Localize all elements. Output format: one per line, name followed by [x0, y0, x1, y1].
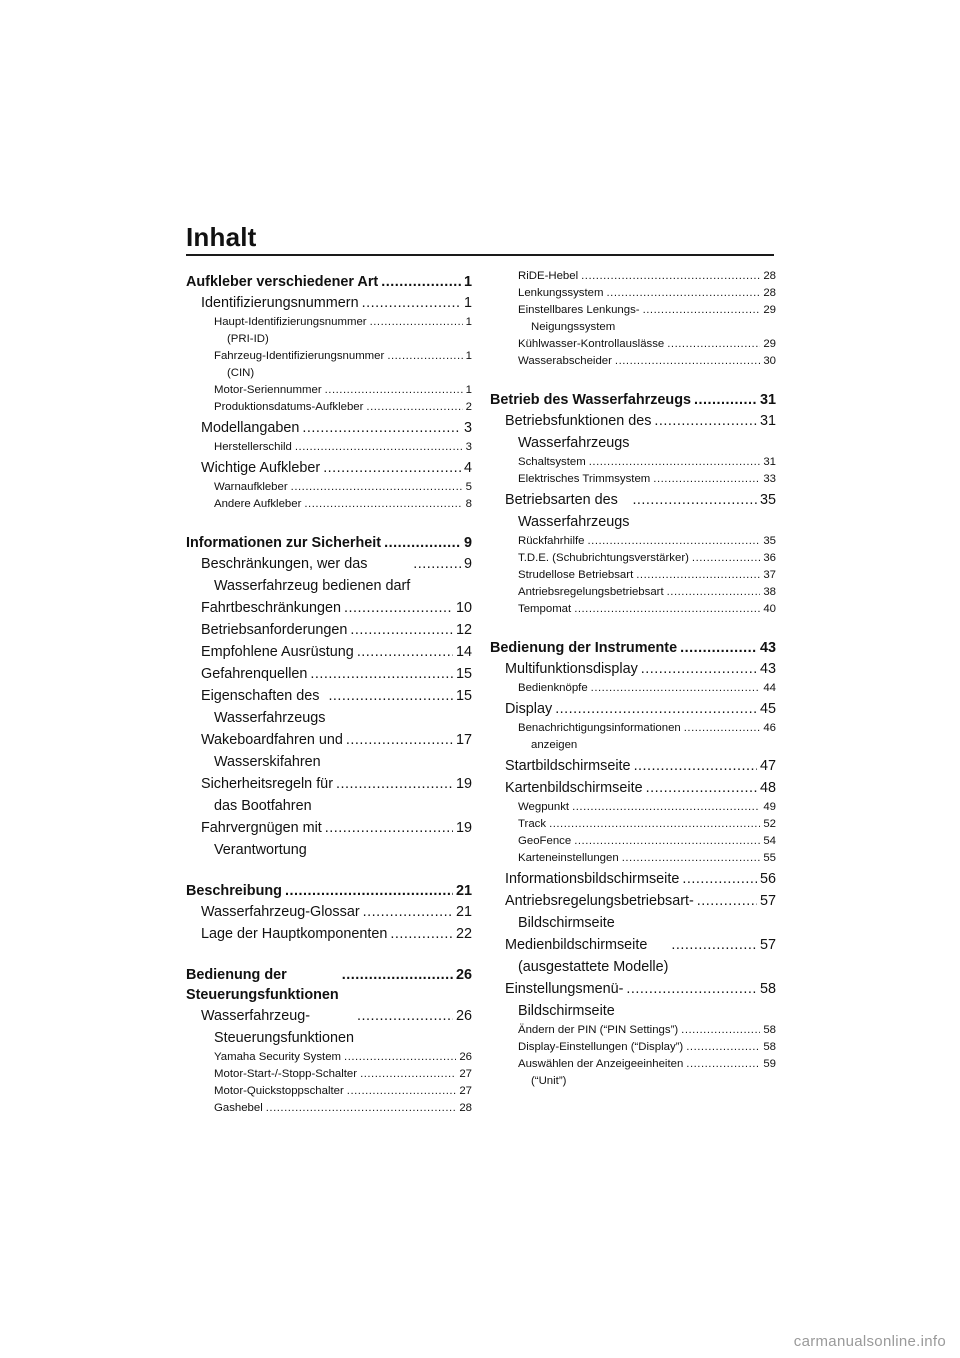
page-title: Inhalt — [186, 222, 257, 252]
toc-page-number: 31 — [763, 456, 776, 468]
toc-entry-text: Fahrvergnügen mit Verantwortung — [201, 820, 322, 858]
toc-page-number: 27 — [459, 1085, 472, 1097]
toc-page-number: 57 — [759, 893, 776, 909]
toc-subentry[interactable] — [186, 1083, 472, 1100]
toc-page-number: 21 — [455, 904, 472, 920]
toc-page-number: 29 — [763, 304, 776, 316]
toc-page-number: 17 — [455, 732, 472, 748]
toc-subentry[interactable] — [490, 680, 776, 697]
toc-section — [186, 881, 472, 945]
toc-page-number: 8 — [465, 498, 472, 510]
toc-page-number: 4 — [463, 460, 472, 476]
toc-subentry[interactable] — [186, 1066, 472, 1083]
toc-subentry[interactable] — [490, 1056, 776, 1090]
toc-page-number: 15 — [455, 666, 472, 682]
dot-leader — [680, 638, 757, 658]
toc-page-number: 44 — [763, 682, 776, 694]
toc-section-heading[interactable] — [186, 533, 472, 553]
toc-page-number: 57 — [759, 937, 776, 953]
dot-leader — [587, 533, 760, 550]
toc-entry-text: Motor-Seriennummer — [214, 384, 322, 396]
dot-leader — [325, 382, 463, 399]
toc-page-number: 2 — [465, 401, 472, 413]
toc-page-number: 55 — [763, 852, 776, 864]
toc-page-number: 5 — [465, 481, 472, 493]
toc-heading-text: Informationen zur Sicherheit — [186, 535, 382, 551]
toc-entry-text: Lenkungssystem — [518, 287, 604, 299]
toc-entry-text: Motor-Quickstoppschalter — [214, 1085, 344, 1097]
toc-page-number: 30 — [763, 355, 776, 367]
toc-page-number: 58 — [759, 981, 776, 997]
dot-leader — [285, 881, 453, 901]
toc-section — [490, 268, 776, 370]
toc-entry[interactable] — [186, 619, 472, 641]
toc-entry-text: Wasserfahrzeug-Glossar — [201, 904, 360, 920]
toc-section-heading[interactable] — [186, 965, 472, 1005]
dot-leader — [622, 850, 761, 867]
dot-leader — [581, 268, 760, 285]
toc-subentry[interactable] — [186, 314, 472, 348]
toc-entry-text: Herstellerschild — [214, 441, 292, 453]
toc-entry-text: Produktionsdatums-Aufkleber — [214, 401, 364, 413]
toc-entry[interactable] — [186, 817, 472, 861]
toc-page-number: 31 — [759, 392, 776, 408]
toc-entry-text: Gefahrenquellen — [201, 666, 308, 682]
toc-section-heading[interactable] — [490, 638, 776, 658]
toc-page-number: 29 — [763, 338, 776, 350]
toc-entry-text: Fahrtbeschränkungen — [201, 600, 341, 616]
toc-entry-text: Warnaufkleber — [214, 481, 288, 493]
toc-section-heading[interactable] — [186, 881, 472, 901]
dot-leader — [366, 399, 462, 416]
toc-subentry[interactable] — [490, 353, 776, 370]
toc-subentry[interactable] — [490, 1022, 776, 1039]
toc-entry-text: Betriebsanforderungen — [201, 622, 348, 638]
dot-leader — [360, 1066, 456, 1083]
dot-leader — [654, 410, 757, 432]
toc-page-number: 1 — [465, 384, 472, 396]
toc-entry-text: T.D.E. (Schubrichtungsverstärker) — [518, 552, 689, 564]
toc-page-number: 26 — [459, 1051, 472, 1063]
toc-entry[interactable] — [186, 292, 472, 314]
toc-entry[interactable] — [490, 868, 776, 890]
toc-page-number: 1 — [465, 316, 472, 328]
dot-leader — [615, 353, 760, 370]
toc-heading-text: Betrieb des Wasserfahrzeugs — [490, 392, 692, 408]
dot-leader — [574, 833, 760, 850]
dot-leader — [384, 533, 461, 553]
toc-entry-text: Fahrzeug-Identifizierungsnummer (CIN) — [214, 350, 385, 379]
toc-entry-text: Wasserabscheider — [518, 355, 612, 367]
dot-leader — [641, 658, 757, 680]
dot-leader — [549, 816, 760, 833]
dot-leader — [634, 755, 757, 777]
toc-entry[interactable] — [186, 685, 472, 729]
toc-subentry[interactable] — [186, 479, 472, 496]
toc-entry-text: Tempomat — [518, 603, 572, 615]
toc-entry[interactable] — [490, 755, 776, 777]
dot-leader — [342, 965, 453, 985]
toc-page-number: 48 — [759, 780, 776, 796]
toc-page-number: 21 — [455, 883, 472, 899]
dot-leader — [328, 685, 453, 707]
toc-page-number: 22 — [455, 926, 472, 942]
toc-entry-text: Sicherheitsregeln für das Bootfahren — [201, 776, 333, 814]
dot-leader — [387, 348, 462, 365]
toc-entry-text: Elektrisches Trimmsystem — [518, 473, 651, 485]
toc-entry-text: Wasserfahrzeug- Steuerungsfunktionen — [201, 1008, 355, 1046]
toc-entry-text: Benachrichtigungsinformationen anzeigen — [518, 722, 681, 751]
toc-section — [490, 638, 776, 1090]
toc-entry-text: Strudellose Betriebsart — [518, 569, 634, 581]
toc-entry[interactable] — [186, 457, 472, 479]
dot-leader — [697, 890, 757, 912]
toc-page-number: 37 — [763, 569, 776, 581]
toc-page-number: 54 — [763, 835, 776, 847]
dot-leader — [671, 934, 757, 956]
toc-section-heading[interactable] — [186, 272, 472, 292]
dot-leader — [302, 417, 461, 439]
dot-leader — [336, 773, 453, 795]
dot-leader — [653, 471, 760, 488]
toc-entry-text: Betriebsarten des Wasserfahrzeugs — [505, 492, 630, 530]
toc-entry-text: Haupt-Identifizierungsnummer (PRI-ID) — [214, 316, 367, 345]
toc-subentry[interactable] — [490, 533, 776, 550]
toc-section — [490, 390, 776, 618]
toc-entry-text: Wichtige Aufkleber — [201, 460, 321, 476]
toc-page-number: 28 — [459, 1102, 472, 1114]
toc-subentry[interactable] — [186, 496, 472, 513]
dot-leader — [370, 314, 463, 331]
toc-subentry[interactable] — [186, 1049, 472, 1066]
dot-leader — [684, 720, 761, 737]
toc-entry[interactable] — [186, 663, 472, 685]
toc-entry-text: Auswählen der Anzeigeeinheiten (“Unit”) — [518, 1058, 684, 1087]
toc-entry-text: Kühlwasser-Kontrollauslässe — [518, 338, 665, 350]
toc-page-number: 56 — [759, 871, 776, 887]
toc-subentry[interactable] — [490, 268, 776, 285]
toc-entry-text: Empfohlene Ausrüstung — [201, 644, 354, 660]
dot-leader — [362, 292, 461, 314]
toc-entry-text: GeoFence — [518, 835, 572, 847]
dot-leader — [555, 698, 757, 720]
toc-page-number: 33 — [763, 473, 776, 485]
toc-subentry[interactable] — [186, 348, 472, 382]
dot-leader — [606, 285, 760, 302]
toc-entry-text: Ändern der PIN (“PIN Settings”) — [518, 1024, 679, 1036]
toc-subentry[interactable] — [186, 382, 472, 399]
dot-leader — [413, 553, 461, 575]
dot-leader — [347, 1083, 457, 1100]
toc-subentry[interactable] — [490, 601, 776, 618]
toc-entry[interactable] — [186, 553, 472, 597]
toc-heading-text: Beschreibung — [186, 883, 282, 899]
toc-page-number: 1 — [463, 274, 472, 290]
toc-heading-text: Bedienung der Steuerungsfunktionen — [186, 967, 339, 1003]
dot-leader — [646, 777, 757, 799]
toc-subentry[interactable] — [490, 567, 776, 584]
toc-entry[interactable] — [490, 978, 776, 1022]
dot-leader — [291, 479, 463, 496]
toc-page-number: 58 — [763, 1024, 776, 1036]
toc-entry-text: Medienbildschirmseite (ausgestattete Modelle) — [505, 937, 669, 975]
dot-leader — [636, 567, 760, 584]
dot-leader — [681, 1022, 760, 1039]
toc-subentry[interactable] — [186, 1100, 472, 1117]
toc-entry[interactable] — [186, 901, 472, 923]
toc-entry-text: Einstellungsmenü- Bildschirmseite — [505, 981, 624, 1019]
dot-leader — [667, 584, 761, 601]
toc-entry-text: Antriebsregelungsbetriebsart- Bildschirmseite — [505, 893, 694, 931]
toc-subentry[interactable] — [490, 720, 776, 754]
toc-subentry[interactable] — [490, 1039, 776, 1056]
dot-leader — [357, 641, 453, 663]
dot-leader — [310, 663, 453, 685]
title-rule — [186, 254, 774, 256]
toc-section — [186, 965, 472, 1117]
toc-heading-text: Bedienung der Instrumente — [490, 640, 678, 656]
dot-leader — [694, 390, 757, 410]
toc-subentry[interactable] — [490, 584, 776, 601]
toc-entry-text: Antriebsregelungsbetriebsart — [518, 586, 664, 598]
toc-entry-text: Multifunktionsdisplay — [505, 661, 638, 677]
toc-entry[interactable] — [186, 417, 472, 439]
toc-page-number: 3 — [463, 420, 472, 436]
toc-entry-text: Modellangaben — [201, 420, 300, 436]
toc-entry-text: Informationsbildschirmseite — [505, 871, 680, 887]
toc-subentry[interactable] — [490, 799, 776, 816]
toc-page-number: 38 — [763, 586, 776, 598]
toc-entry[interactable] — [490, 410, 776, 454]
toc-page-number: 26 — [455, 967, 472, 983]
dot-leader — [266, 1100, 457, 1117]
toc-right-column — [490, 268, 776, 1110]
toc-page-number: 26 — [455, 1008, 472, 1024]
dot-leader — [363, 901, 453, 923]
toc-page-number: 28 — [763, 287, 776, 299]
toc-entry-text: Bedienknöpfe — [518, 682, 588, 694]
dot-leader — [643, 302, 761, 319]
toc-entry[interactable] — [186, 597, 472, 619]
toc-page-number: 12 — [455, 622, 472, 638]
toc-subentry[interactable] — [490, 302, 776, 336]
toc-subentry[interactable] — [490, 285, 776, 302]
toc-entry-text: Schaltsystem — [518, 456, 586, 468]
toc-page-number: 43 — [759, 640, 776, 656]
toc-entry-text: Lage der Hauptkomponenten — [201, 926, 388, 942]
dot-leader — [682, 868, 757, 890]
toc-page-number: 31 — [759, 413, 776, 429]
toc-left-column — [186, 272, 472, 1137]
toc-page-number: 19 — [455, 820, 472, 836]
toc-entry-text: Einstellbares Lenkungs- Neigungssystem — [518, 304, 640, 333]
toc-page-number: 35 — [759, 492, 776, 508]
toc-page-number: 59 — [763, 1058, 776, 1070]
toc-entry-text: Wegpunkt — [518, 801, 570, 813]
dot-leader — [667, 336, 760, 353]
toc-entry-text: Andere Aufkleber — [214, 498, 302, 510]
toc-entry-text: Startbildschirmseite — [505, 758, 631, 774]
toc-section-heading[interactable] — [490, 390, 776, 410]
toc-page-number: 3 — [465, 441, 472, 453]
toc-entry-text: Gashebel — [214, 1102, 263, 1114]
toc-subentry[interactable] — [186, 399, 472, 416]
dot-leader — [626, 978, 757, 1000]
toc-subentry[interactable] — [490, 471, 776, 488]
toc-entry[interactable] — [186, 641, 472, 663]
toc-entry[interactable] — [186, 923, 472, 945]
dot-leader — [325, 817, 453, 839]
toc-page-number: 46 — [763, 722, 776, 734]
toc-entry[interactable] — [490, 777, 776, 799]
toc-page-number: 27 — [459, 1068, 472, 1080]
toc-entry-text: Identifizierungsnummern — [201, 295, 359, 311]
toc-entry-text: Rückfahrhilfe — [518, 535, 585, 547]
dot-leader — [692, 550, 760, 567]
dot-leader — [304, 496, 462, 513]
toc-page-number: 10 — [455, 600, 472, 616]
toc-page-number: 36 — [763, 552, 776, 564]
toc-page-number: 19 — [455, 776, 472, 792]
toc-page-number: 15 — [455, 688, 472, 704]
toc-subentry[interactable] — [490, 550, 776, 567]
toc-page-number: 35 — [763, 535, 776, 547]
dot-leader — [686, 1056, 760, 1073]
toc-page-number: 40 — [763, 603, 776, 615]
dot-leader — [390, 923, 453, 945]
toc-subentry[interactable] — [490, 336, 776, 353]
toc-page-number: 47 — [759, 758, 776, 774]
toc-section — [186, 533, 472, 861]
toc-page-number: 43 — [759, 661, 776, 677]
dot-leader — [357, 1005, 453, 1027]
toc-page-number: 45 — [759, 701, 776, 717]
dot-leader — [350, 619, 453, 641]
toc-entry-text: Karteneinstellungen — [518, 852, 619, 864]
toc-entry[interactable] — [186, 773, 472, 817]
toc-subentry[interactable] — [490, 833, 776, 850]
toc-entry-text: Beschränkungen, wer das Wasserfahrzeug bedienen darf — [201, 556, 411, 594]
toc-entry-text: Yamaha Security System — [214, 1051, 342, 1063]
toc-entry[interactable] — [490, 934, 776, 978]
toc-section — [186, 272, 472, 513]
toc-entry-text: RiDE-Hebel — [518, 270, 579, 282]
toc-entry-text: Betriebsfunktionen des Wasserfahrzeugs — [505, 413, 652, 451]
toc-entry[interactable] — [186, 729, 472, 773]
toc-page-number: 9 — [463, 535, 472, 551]
watermark: carmanualsonline.info — [793, 1333, 946, 1350]
toc-entry-text: Wakeboardfahren und Wasserskifahren — [201, 732, 343, 770]
dot-leader — [323, 457, 461, 479]
dot-leader — [591, 680, 761, 697]
toc-entry[interactable] — [490, 698, 776, 720]
toc-page-number: 52 — [763, 818, 776, 830]
dot-leader — [589, 454, 761, 471]
dot-leader — [295, 439, 463, 456]
toc-entry-text: Eigenschaften des Wasserfahrzeugs — [201, 688, 326, 726]
dot-leader — [572, 799, 760, 816]
dot-leader — [686, 1039, 760, 1056]
toc-page-number: 49 — [763, 801, 776, 813]
toc-entry[interactable] — [490, 489, 776, 533]
toc-subentry[interactable] — [490, 454, 776, 471]
toc-entry-text: Display-Einstellungen (“Display”) — [518, 1041, 684, 1053]
toc-page-number: 58 — [763, 1041, 776, 1053]
toc-entry-text: Track — [518, 818, 547, 830]
toc-entry-text: Display — [505, 701, 553, 717]
dot-leader — [632, 489, 757, 511]
toc-entry[interactable] — [186, 1005, 472, 1049]
toc-subentry[interactable] — [186, 439, 472, 456]
dot-leader — [381, 272, 461, 292]
toc-entry-text: Kartenbildschirmseite — [505, 780, 643, 796]
toc-page-number: 1 — [463, 295, 472, 311]
dot-leader — [346, 729, 453, 751]
toc-entry[interactable] — [490, 658, 776, 680]
toc-entry[interactable] — [490, 890, 776, 934]
toc-page-number: 9 — [463, 556, 472, 572]
toc-page-number: 1 — [465, 350, 472, 362]
dot-leader — [344, 1049, 456, 1066]
toc-page-number: 28 — [763, 270, 776, 282]
toc-entry-text: Motor-Start-/-Stopp-Schalter — [214, 1068, 358, 1080]
dot-leader — [574, 601, 760, 618]
toc-subentry[interactable] — [490, 816, 776, 833]
toc-heading-text: Aufkleber verschiedener Art — [186, 274, 379, 290]
toc-page-number: 14 — [455, 644, 472, 660]
dot-leader — [344, 597, 453, 619]
toc-subentry[interactable] — [490, 850, 776, 867]
